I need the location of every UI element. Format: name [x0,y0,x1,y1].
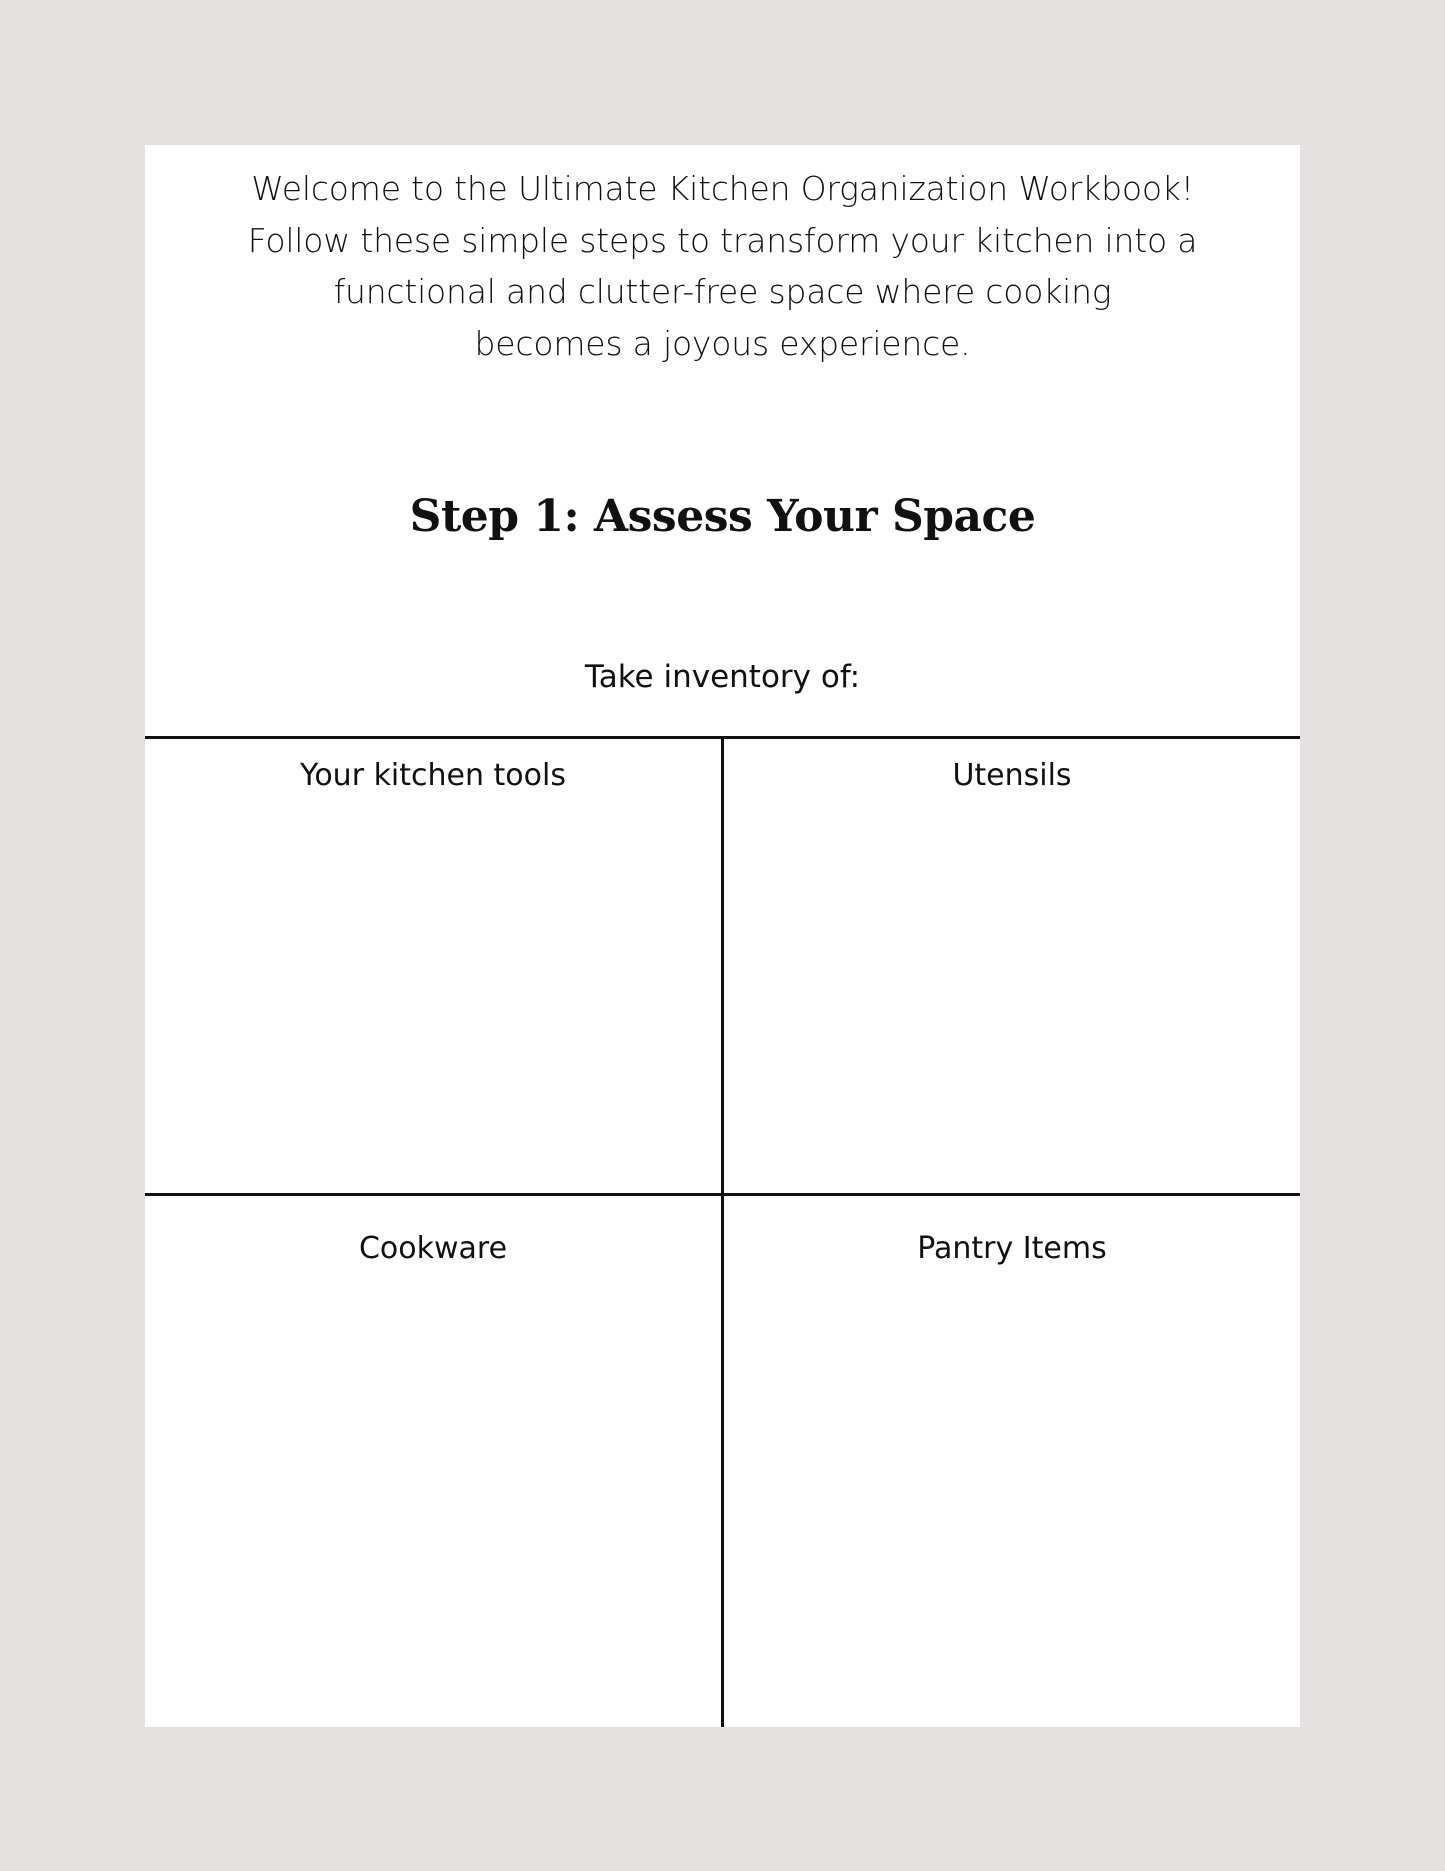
workbook-page [145,145,1300,1727]
kitchen-tools-writing-area[interactable] [145,739,721,1193]
intro-paragraph [145,163,1300,369]
cell-label: Your kitchen tools [299,758,566,793]
inventory-cell-pantry-items [724,1231,1300,1266]
utensils-writing-area[interactable] [724,739,1300,1193]
cell-label: Utensils [952,758,1072,793]
cell-label: Cookware [358,1231,508,1266]
step-title: Step 1: Assess Your Space [409,491,1036,542]
cookware-writing-area[interactable] [145,1196,721,1727]
inventory-cell-kitchen-tools [145,758,721,793]
intro-line: functional and clutter-free space where cooking [333,272,1112,311]
intro-line: Follow these simple steps to transform your kitchen into a [247,220,1198,260]
inventory-cell-utensils [724,758,1300,793]
inventory-grid [145,736,1300,1727]
cell-label: Pantry Items [917,1231,1107,1266]
inventory-cell-cookware [145,1231,721,1266]
inventory-label: Take inventory of: [584,659,861,695]
intro-line: Welcome to the Ultimate Kitchen Organization Workbook! [251,169,1194,208]
pantry-items-writing-area[interactable] [724,1196,1300,1727]
intro-line: becomes a joyous experience. [474,323,971,363]
